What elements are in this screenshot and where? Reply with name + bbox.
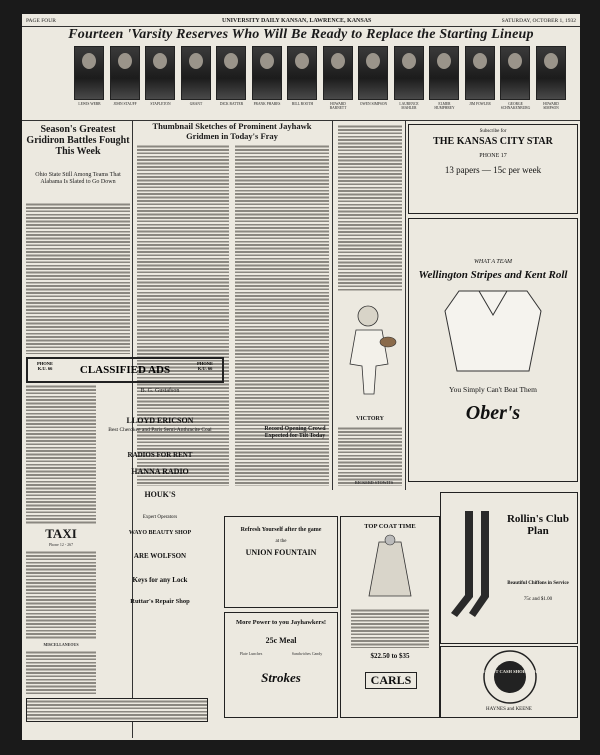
player-photo <box>429 46 459 100</box>
gustafson: B. G. Gustafson <box>140 388 180 394</box>
lloyd-ericson: LLOYD ERICSON <box>126 416 194 425</box>
spot-cash-name: THE SPOT CASH SHOE STORE <box>476 669 542 674</box>
rickerd-stowits: RICKERD STOWITS <box>354 480 394 485</box>
player-face <box>366 53 380 69</box>
wellington-tag: WHAT A TEAM <box>473 259 513 265</box>
newspaper-page <box>22 14 580 740</box>
football-player-drawing <box>338 294 402 414</box>
victory-illustration <box>338 294 402 414</box>
expert-operators: Expert Operators <box>142 515 178 520</box>
player-photo <box>358 46 388 100</box>
player-photo <box>394 46 424 100</box>
player-portrait <box>536 46 567 119</box>
player-portrait <box>216 46 247 119</box>
houks: HOUK'S <box>144 490 176 499</box>
star-subscribe: Subscribe for <box>479 129 507 134</box>
player-portrait <box>181 46 212 119</box>
player-name: ELMER HUMPHREY <box>434 102 455 110</box>
player-portrait <box>110 46 141 119</box>
player-name: JOHN STAUFF <box>113 102 137 106</box>
lloyd-coal: Best Cherokee and Paris Semi-Anthracite Coal <box>108 427 212 433</box>
player-face <box>473 53 487 69</box>
player-face <box>295 53 309 69</box>
player-portrait <box>358 46 389 119</box>
jayhawkers-ad <box>224 612 338 718</box>
business-directory <box>100 384 220 714</box>
refresh-line: Refresh Yourself after the game <box>240 527 322 533</box>
divider <box>405 120 406 490</box>
player-face <box>544 53 558 69</box>
hanna-radio: HANNA RADIO <box>131 467 189 476</box>
union-fountain: UNION FOUNTAIN <box>245 548 317 557</box>
jay-lunch: Plate Lunches <box>239 651 263 656</box>
spot-cash-ad <box>440 646 578 718</box>
wayo-beauty: WAYO BEAUTY SHOP <box>128 530 192 536</box>
player-name: LAURENCE MAHLER <box>399 102 419 110</box>
classified-phone-right: PHONE K.U. 66 <box>196 361 213 371</box>
wellington-beat: You Simply Can't Beat Them <box>449 385 537 394</box>
player-face <box>153 53 167 69</box>
player-photo <box>110 46 140 100</box>
stockings-illustration <box>447 507 503 627</box>
page-number: PAGE FOUR <box>26 18 56 24</box>
star-price: 13 papers — 15c per week <box>444 165 542 175</box>
classified-banner <box>26 357 224 383</box>
player-portrait <box>465 46 496 119</box>
keys-lock: Keys for any Lock <box>132 576 188 584</box>
article-body <box>338 124 402 292</box>
player-face <box>82 53 96 69</box>
top-coat-ad <box>340 516 440 718</box>
player-name: HOWARD SIMPSON <box>543 102 559 110</box>
wellington-ad <box>408 218 578 482</box>
classified-title: CLASSIFIED ADS <box>79 364 171 376</box>
radios-for-rent: RADIOS FOR RENT <box>127 451 193 459</box>
rollins-price: 75c and $1.00 <box>523 597 553 602</box>
player-portrait <box>429 46 460 119</box>
headline-thumbnail: Thumbnail Sketches of Prominent Jayhawk Gridmen in Today's Fray <box>152 121 312 141</box>
player-portrait <box>500 46 531 119</box>
player-name: LEWIS WEBB <box>78 102 101 106</box>
obers-logo: Ober's <box>465 402 521 424</box>
subhead-ohio: Ohio State Still Among Teams That Alabama Is Slated to Go Down <box>35 172 121 185</box>
top-coat-price: $22.50 to $35 <box>370 652 410 660</box>
kansas-city-star-ad <box>408 124 578 214</box>
player-photo <box>252 46 282 100</box>
jay-items <box>225 651 337 656</box>
carls-logo: CARLS <box>365 672 417 689</box>
player-face <box>189 53 203 69</box>
player-portrait <box>394 46 425 119</box>
player-name: GEORGE SCHNAKENBURG <box>500 102 531 110</box>
player-name: JIM FOWLER <box>469 102 491 106</box>
star-name: THE KANSAS CITY STAR <box>433 136 553 147</box>
player-face <box>437 53 451 69</box>
player-portrait <box>252 46 283 119</box>
jay-sandwiches: Sandwiches Candy <box>291 651 323 656</box>
strokes-logo: Strokes <box>261 670 301 685</box>
refresh-at: at the <box>275 539 287 544</box>
rollins-chiffon: Beautiful Chiffons in Service <box>507 581 569 586</box>
rollins-name: Rollin's Club Plan <box>506 513 570 537</box>
player-name: GRANT <box>189 102 203 106</box>
player-portrait <box>287 46 318 119</box>
issue-date: SATURDAY, OCTOBER 1, 1932 <box>501 18 576 24</box>
player-face <box>508 53 522 69</box>
shirt-illustration <box>409 281 577 381</box>
rollins-ad <box>440 492 578 644</box>
player-photo <box>181 46 211 100</box>
player-photo <box>536 46 566 100</box>
spot-cash-seal <box>475 649 545 705</box>
jay-meal: 25c Meal <box>265 636 297 645</box>
classified-listings <box>26 384 96 524</box>
are-wolfson: ARE WOLFSON <box>133 552 187 560</box>
player-photo <box>465 46 495 100</box>
headline-record-crowd: Record Opening Crowd Expected for Tilt Today <box>264 426 326 439</box>
divider <box>332 120 333 490</box>
article-body <box>338 426 402 486</box>
victory-label: VICTORY <box>355 416 385 422</box>
player-portrait <box>74 46 105 119</box>
headline-battles: Season's Greatest Gridiron Battles Fought This Week <box>26 124 130 157</box>
player-portrait <box>145 46 176 119</box>
page-header <box>22 17 580 27</box>
player-name: STAPLETON <box>150 102 171 106</box>
player-portrait <box>323 46 354 119</box>
classified-listings <box>26 650 96 694</box>
player-name: DICK BATTER <box>219 102 244 106</box>
classified-phone-left: PHONE K.U. 66 <box>36 361 53 371</box>
taxi-phone: Phone 12 - 267 <box>48 542 74 547</box>
coat-illustration <box>341 534 439 604</box>
page-banner: Fourteen 'Varsity Reserves Who Will Be Ready to Replace the Starting Lineup <box>68 27 534 42</box>
player-name: OWEN SIMPSON <box>359 102 388 106</box>
player-name: FRANK PHARES <box>253 102 281 106</box>
union-fountain-ad <box>224 516 338 608</box>
masthead: UNIVERSITY DAILY KANSAN, LAWRENCE, KANSAS <box>222 18 372 24</box>
player-photo <box>323 46 353 100</box>
misc-heading: MISCELLANEOUS <box>43 642 79 647</box>
taxi-ad: TAXI <box>45 526 77 541</box>
player-photo <box>216 46 246 100</box>
player-name: BILL BOOTH <box>291 102 314 106</box>
article-body <box>26 202 130 354</box>
jay-title: More Power to you Jayhawkers! <box>235 619 327 626</box>
classified-listings <box>26 550 96 640</box>
player-face <box>402 53 416 69</box>
wellington-name: Wellington Stripes and Kent Roll <box>418 269 568 281</box>
player-face <box>224 53 238 69</box>
player-photo <box>145 46 175 100</box>
ruttars-repair: Ruttar's Repair Shop <box>130 598 190 605</box>
player-name: HOWARD BARNETT <box>329 102 347 110</box>
player-face <box>331 53 345 69</box>
player-photo-row <box>74 46 579 119</box>
top-coat-title: TOP COAT TIME <box>364 523 416 530</box>
star-phone: PHONE 17 <box>479 153 507 159</box>
spot-cash-maker: HAYNES and KEENE <box>486 707 532 712</box>
player-photo <box>74 46 104 100</box>
top-coat-text <box>351 608 429 648</box>
player-photo <box>287 46 317 100</box>
player-face <box>260 53 274 69</box>
player-photo <box>500 46 530 100</box>
player-face <box>118 53 132 69</box>
